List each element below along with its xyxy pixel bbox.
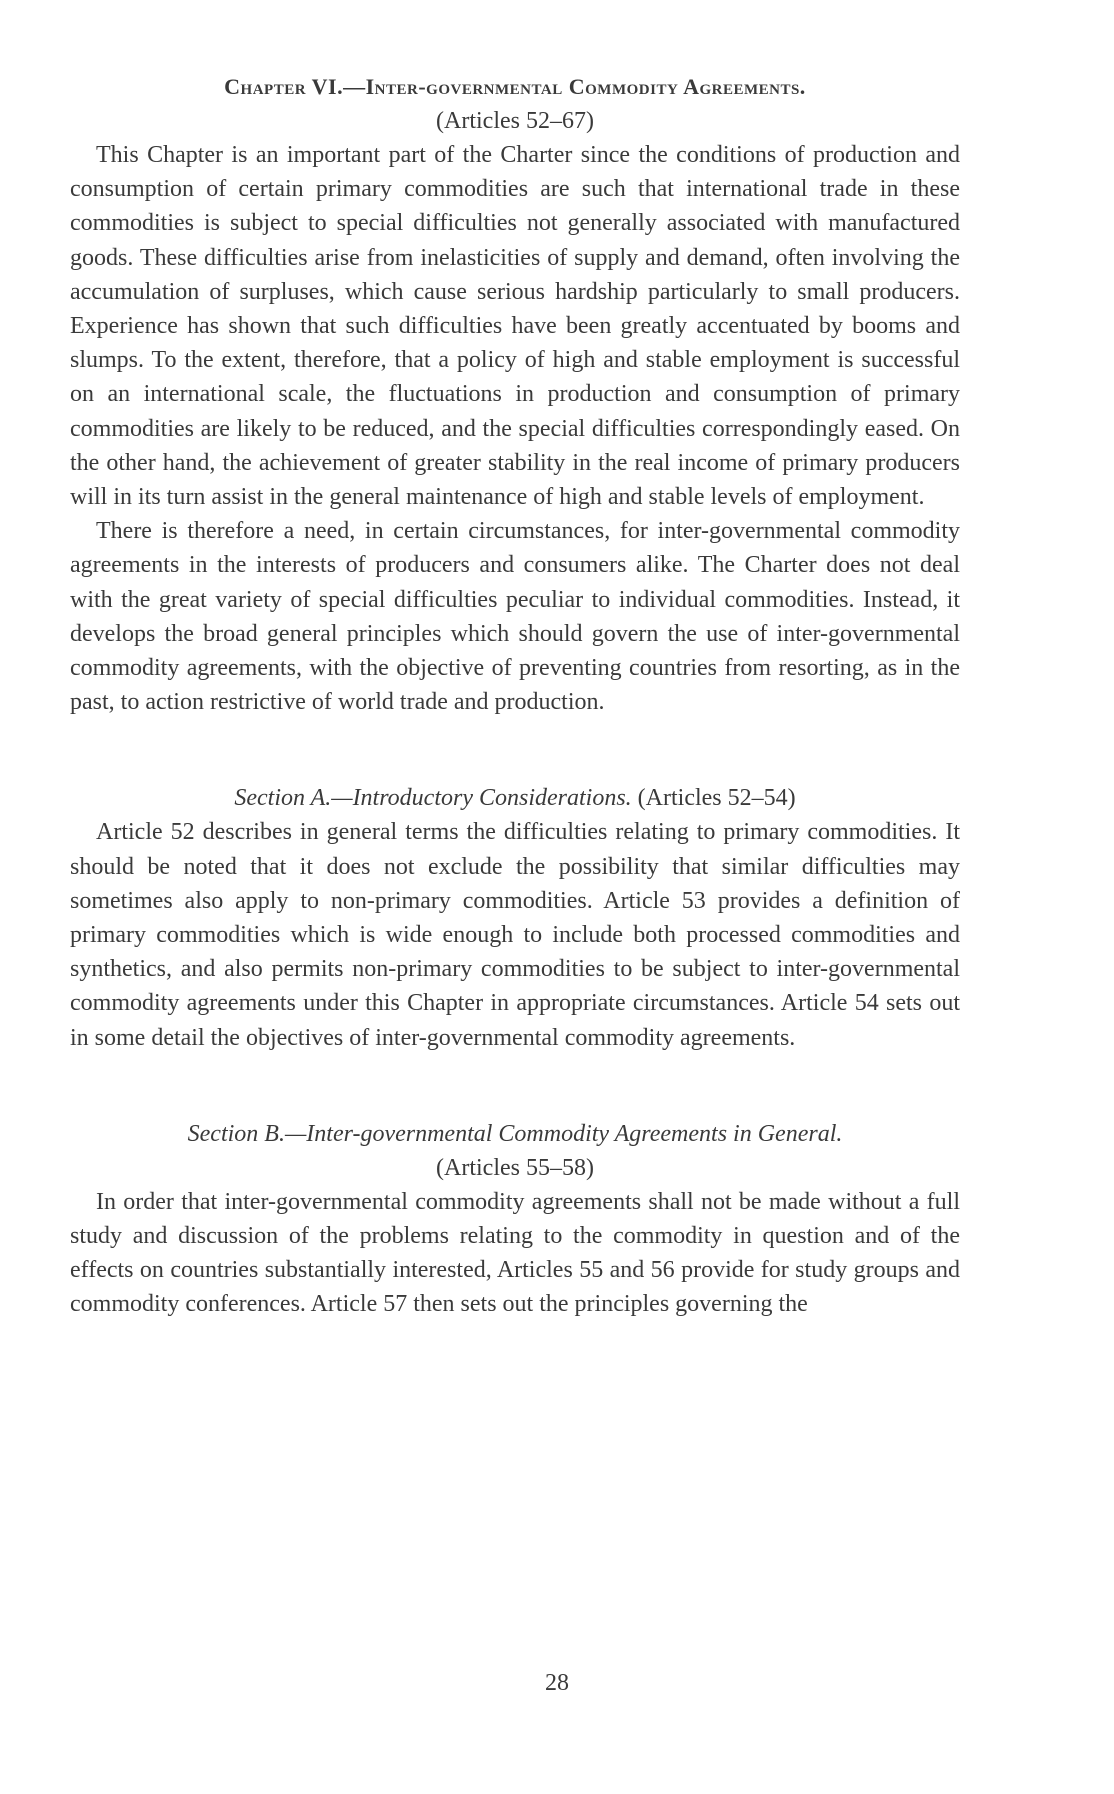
section-a-articles: (Articles 52–54) <box>637 785 796 812</box>
page-number: 28 <box>545 1670 569 1696</box>
section-a-paragraph: Article 52 describes in general terms the difficulties relating to primary commodities. It should be noted that it does not exclude the possibility that similar difficulties may sometimes also apply to non-primary commodities. Article 53 provides a definition of primary commodities which is wide enough to include both processed commodities and synthetics, and also permits non-primary commodities to be subject to inter-governmental commodity agreements under this Chapter in appropriate circumstances. Article 54 sets out in some detail the objectives of inter-governmental commodity agreements. <box>70 819 960 1051</box>
section-a-heading <box>70 781 960 815</box>
section-b-paragraph: In order that inter-governmental commodity agreements shall not be made without a full study and discussion of the problems relating to the commodity in question and of the effects on countries substantially interested, Articles 55 and 56 provide for study groups and commodity conferences. Article 57 then sets out the principles governing the <box>70 1188 960 1318</box>
chapter-paragraph-1: This Chapter is an important part of the Charter since the conditions of production and consumption of certain primary commodities are such that international trade in these commodities is subject to special difficulties not generally associated with manufactured goods. These difficulties arise from inelasticities of supply and demand, often involving the accumulation of surpluses, which cause serious hardship particularly to small producers. Experience has shown that such difficulties have been greatly accentuated by booms and slumps. To the extent, therefore, that a policy of high and stable employment is successful on an international scale, the fluctuations in production and consumption of primary commodities are likely to be reduced, and the special difficulties correspondingly eased. On the other hand, the achievement of greater stability in the real income of primary producers will in its turn assist in the general maintenance of high and stable levels of employment. <box>70 142 960 511</box>
chapter-articles: (Articles 52–67) <box>436 108 594 134</box>
chapter-paragraph-2: There is therefore a need, in certain circumstances, for inter-governmental commodity agreements in the interests of producers and consumers alike. The Charter does not deal with the great variety of special difficulties peculiar to individual commodities. Instead, it develops the broad general principles which should govern the use of inter-governmental commodity agreements, with the objective of preventing countries from resorting, as in the past, to action restrictive of world trade and production. <box>70 518 960 716</box>
section-b-heading <box>70 1117 960 1151</box>
chapter-heading: Chapter VI.—Inter-governmental Commodity Agreements. <box>224 74 806 99</box>
page-content <box>70 70 960 1322</box>
section-b-articles: (Articles 55–58) <box>436 1154 594 1181</box>
section-b-label: Section B.—Inter-governmental Commodity Agreements in General. <box>187 1120 843 1147</box>
section-a-label: Section A.—Introductory Considerations. <box>234 785 632 812</box>
